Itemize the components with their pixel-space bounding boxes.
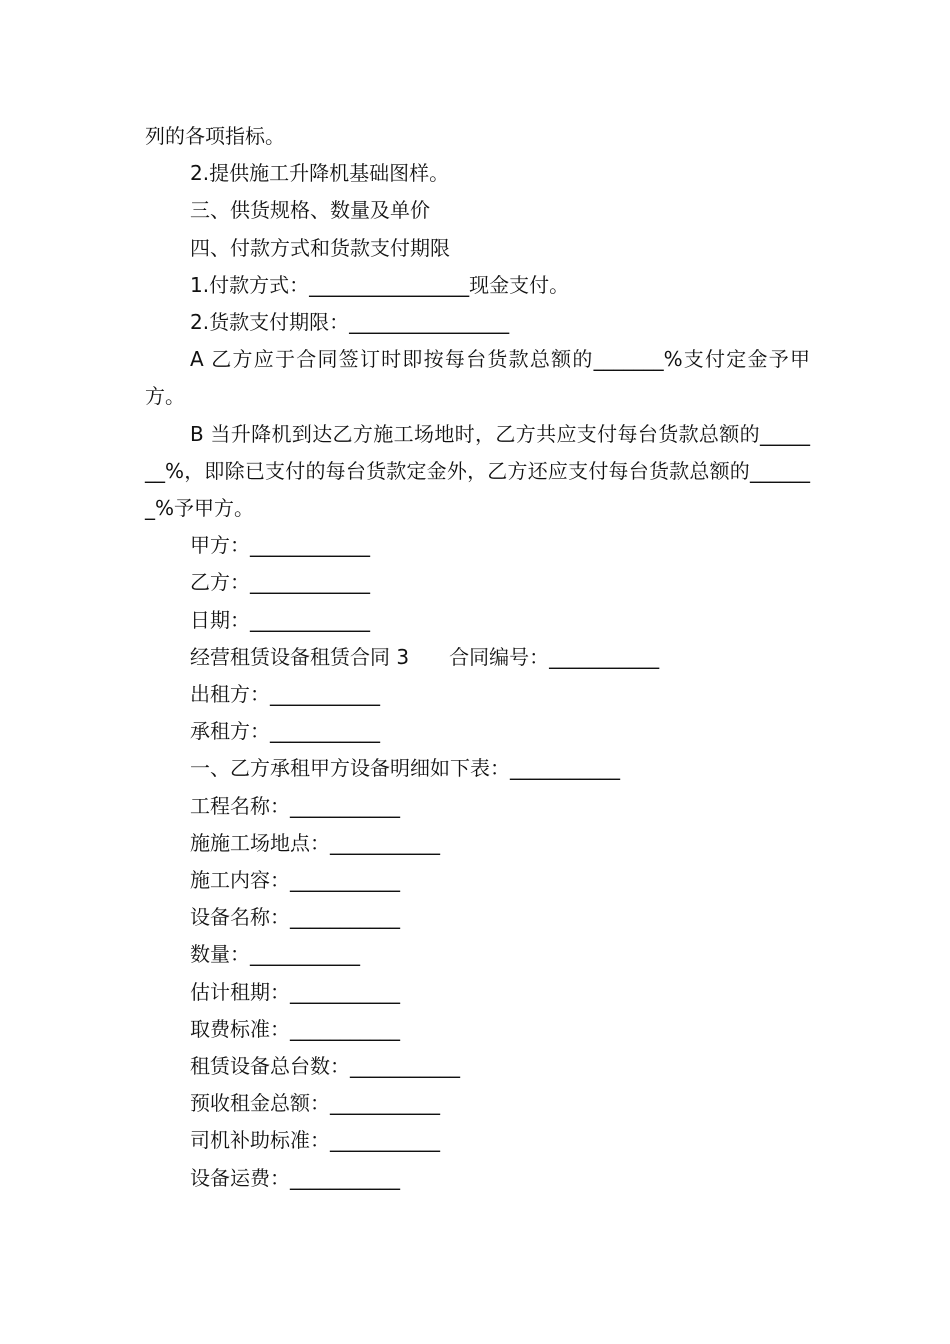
section-heading-supply-specs: 三、供货规格、数量及单价: [190, 198, 430, 223]
field-estimated-term: 估计租期：___________: [190, 979, 400, 1004]
field-work-content: 施工内容：___________: [190, 868, 400, 893]
paragraph-payment-method: 1.付款方式：________________现金支付。: [190, 272, 570, 297]
field-equipment-name: 设备名称：___________: [190, 905, 400, 930]
field-driver-allowance: 司机补助标准：___________: [190, 1128, 440, 1153]
paragraph-payment-term: 2.货款支付期限：________________: [190, 310, 510, 335]
section-heading-equipment-list: 一、乙方承租甲方设备明细如下表：___________: [190, 756, 620, 781]
field-lessor: 出租方：___________: [190, 682, 380, 707]
paragraph-foundation-drawing: 2.提供施工升降机基础图样。: [190, 161, 450, 186]
paragraph-continuation: 列的各项指标。: [145, 124, 285, 148]
field-site-location: 施施工场地点：___________: [190, 830, 440, 855]
field-total-units: 租赁设备总台数：___________: [190, 1054, 460, 1079]
section-heading-payment: 四、付款方式和货款支付期限: [190, 235, 450, 260]
signature-party-b: 乙方：____________: [190, 570, 370, 595]
paragraph-clause-b: B 当升降机到达乙方施工场地时，乙方共应支付每台货款总额的_______%，即除已支付的每台货款定金外，乙方还应支付每台货款总额的_______%予甲方。: [145, 421, 810, 521]
signature-party-a: 甲方：____________: [190, 533, 370, 558]
contract-title-number: 经营租赁设备租赁合同 3 合同编号：___________: [190, 644, 660, 669]
field-transport-fee: 设备运费：___________: [190, 1165, 400, 1190]
field-fee-standard: 取费标准：___________: [190, 1016, 400, 1041]
field-quantity: 数量：___________: [190, 942, 360, 967]
signature-date: 日期：____________: [190, 607, 370, 632]
paragraph-clause-a: A 乙方应于合同签订时即按每台货款总额的_______%支付定金予甲方。: [145, 347, 810, 409]
document-body: [145, 118, 810, 1197]
field-project-name: 工程名称：___________: [190, 793, 400, 818]
field-prepaid-rent: 预收租金总额：___________: [190, 1091, 440, 1116]
field-lessee: 承租方：___________: [190, 719, 380, 744]
